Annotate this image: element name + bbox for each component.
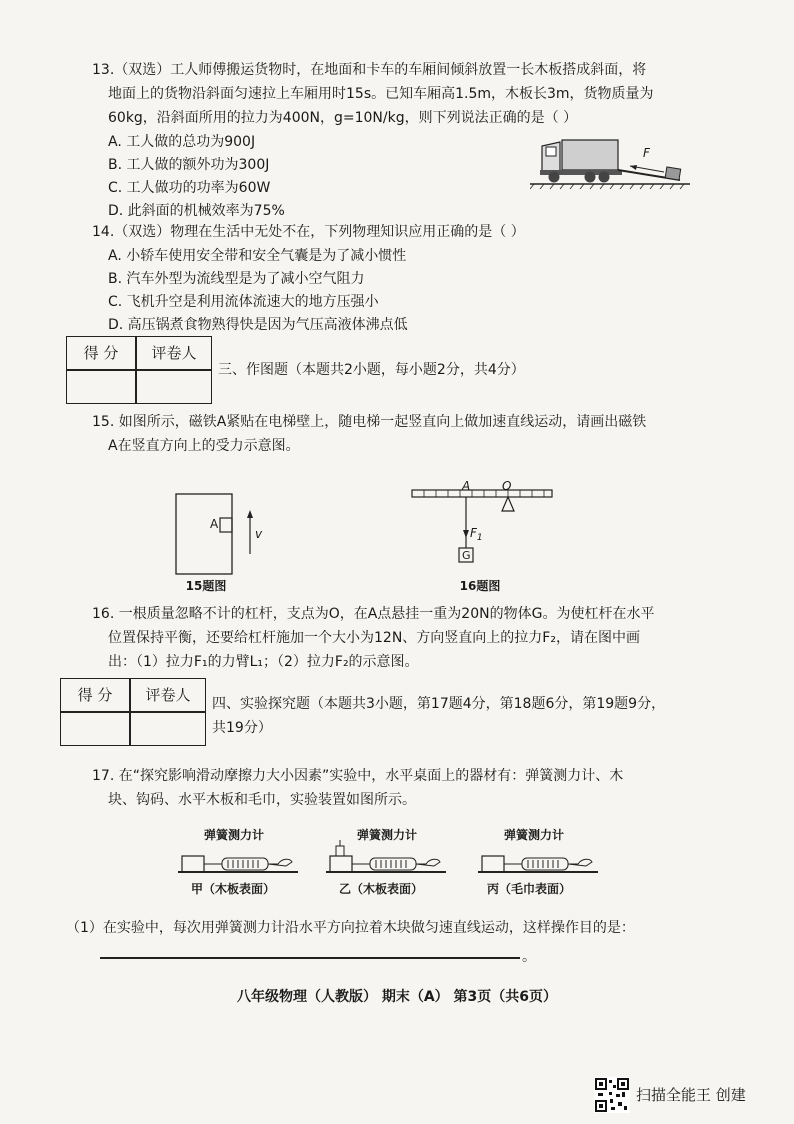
q14-line-1: 14.（双选）物理在生活中无处不在，下列物理知识应用正确的是（ ） [92, 224, 525, 240]
q16-caption: 16题图 [459, 579, 501, 593]
force-f1-label: $F_1$ [470, 526, 483, 543]
magnet-a-label: A [210, 517, 219, 531]
score-table-2 [60, 678, 206, 746]
caption-jia: 甲（木板表面） [190, 882, 275, 896]
experiment-figure-bing [478, 842, 598, 876]
q16-lever-figure [408, 478, 558, 573]
q16-line-3: 出：（1）拉力F₁的力臂L₁；（2）拉力F₂的示意图。 [108, 654, 419, 670]
velocity-label: v [255, 527, 263, 541]
q13-option-c: C. 工人做功的功率为60W [108, 180, 271, 196]
q13-line-1: 13.（双选）工人师傅搬运货物时，在地面和卡车的车厢间倾斜放置一长木板搭成斜面，将 [92, 62, 647, 78]
page-footer: 八年级物理（人教版） 期末（A） 第3页（共6页） [236, 989, 558, 1005]
q17-line-1: 17. 在“探究影响滑动摩擦力大小因素”实验中，水平桌面上的器材有：弹簧测力计、木 [92, 768, 624, 784]
force-f-label: F [643, 146, 650, 160]
weight-g-label: G [462, 549, 471, 562]
spring-scale-label-1: 弹簧测力计 [204, 828, 265, 842]
q15-line-1: 15. 如图所示，磁铁A紧贴在电梯壁上，随电梯一起竖直向上做加速直线运动，请画出磁铁 [92, 414, 647, 430]
q13-option-b: B. 工人做的额外功为300J [108, 157, 270, 173]
q17-subquestion-1: （1）在实验中，每次用弹簧测力计沿水平方向拉着木块做匀速直线运动，这样操作目的是： [66, 920, 635, 936]
fulcrum-o-label: O [502, 479, 512, 493]
spring-scale-label-3: 弹簧测力计 [504, 828, 565, 842]
section-4-heading-2: 共19分） [212, 720, 272, 736]
q17-line-2: 块、钩码、水平木板和毛巾，实验装置如图所示。 [108, 792, 416, 808]
caption-bing: 丙（毛巾表面） [486, 882, 571, 896]
score-table-1 [66, 336, 212, 404]
section-3-heading: 三、作图题（本题共2小题，每小题2分，共4分） [218, 362, 525, 378]
q15-line-2: A在竖直方向上的受力示意图。 [108, 438, 300, 454]
q15-caption: 15题图 [185, 579, 227, 593]
q16-line-2: 位置保持平衡，还要给杠杆施加一个大小为12N、方向竖直向上的拉力F₂，请在图中画 [108, 630, 640, 646]
q13-line-2: 地面上的货物沿斜面匀速拉上车厢用时15s。已知车厢高1.5m，木板长3m，货物质量为 [108, 86, 654, 102]
score-label: 得 分 [83, 344, 119, 362]
q14-option-c: C. 飞机升空是利用流体流速大的地方压强小 [108, 294, 379, 310]
experiment-figure-jia [178, 842, 298, 876]
section-4-heading-1: 四、实验探究题（本题共3小题，第17题4分，第18题6分，第19题9分， [212, 696, 666, 712]
scanner-watermark: 扫描全能王 创建 [636, 1086, 746, 1104]
q13-option-d: D. 此斜面的机械效率为75% [108, 203, 285, 219]
q14-option-b: B. 汽车外型为流线型是为了减小空气阻力 [108, 271, 365, 287]
q13-line-3: 60kg，沿斜面所用的拉力为400N，g=10N/kg，则下列说法正确的是（ ） [108, 110, 578, 126]
lever-point-a-label: A [462, 479, 471, 493]
q14-option-d: D. 高压锅煮食物熟得快是因为气压高液体沸点低 [108, 317, 408, 333]
q14-option-a: A. 小轿车使用安全带和安全气囊是为了减小惯性 [108, 248, 407, 264]
truck-incline-figure [530, 132, 690, 190]
answer-end-mark: 。 [522, 949, 536, 965]
q13-option-a: A. 工人做的总功为900J [108, 134, 256, 150]
qr-code-icon [594, 1077, 630, 1113]
grader-label: 评卷人 [151, 344, 197, 362]
grader-label: 评卷人 [145, 686, 191, 704]
caption-yi: 乙（木板表面） [338, 882, 423, 896]
q16-line-1: 16. 一根质量忽略不计的杠杆，支点为O，在A点悬挂一重为20N的物体G。为使杠杆在水平 [92, 606, 655, 622]
spring-scale-label-2: 弹簧测力计 [357, 828, 418, 842]
answer-blank-line[interactable] [100, 957, 520, 959]
score-label: 得 分 [77, 686, 113, 704]
experiment-figure-yi [326, 836, 446, 876]
